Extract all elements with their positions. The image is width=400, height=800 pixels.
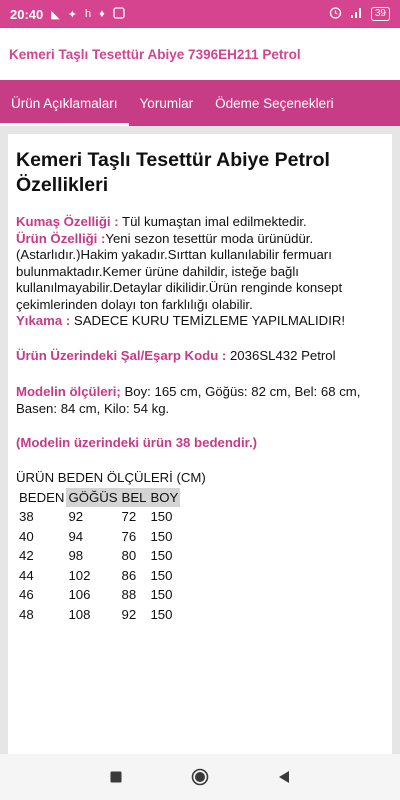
- battery-icon: 39: [371, 7, 390, 21]
- status-bar: [0, 0, 400, 28]
- model-value: Boy: 165 cm, Göğüs: 82 cm, Bel: 68 cm, Basen: 84 cm, Kilo: 54 kg.: [16, 384, 361, 416]
- table-row: [17, 566, 180, 586]
- gallery-icon: ◣: [51, 8, 60, 21]
- notification-icon: [113, 7, 125, 22]
- scarf-code: [16, 348, 384, 365]
- size-table: [17, 488, 180, 625]
- table-cell: 150: [150, 606, 173, 622]
- table-cell: 44: [19, 567, 34, 583]
- table-cell: 88: [121, 587, 137, 603]
- table-cell: 92: [121, 606, 137, 622]
- page-title: Kemeri Taşlı Tesettür Abiye 7396EH211 Petrol: [9, 46, 301, 62]
- table-cell: 102: [68, 567, 91, 583]
- table-cell: 38: [19, 509, 34, 525]
- washing-value: SADECE KURU TEMİZLEME YAPILMALIDIR!: [70, 313, 346, 328]
- tab-label: Ödeme Seçenekleri: [215, 95, 334, 111]
- fabric-value: Tül kumaştan imal edilmektedir.: [118, 214, 307, 229]
- h-icon: h: [84, 8, 92, 20]
- table-cell: 150: [150, 587, 173, 603]
- table-cell: 48: [19, 606, 34, 622]
- table-cell: 150: [150, 548, 173, 564]
- status-time: 20:40: [10, 6, 44, 22]
- description-card: [8, 134, 392, 754]
- table-cell: 150: [150, 528, 173, 544]
- tab-bar: [0, 80, 400, 126]
- tab-label: Ürün Açıklamaları: [11, 95, 118, 111]
- header-chest: GÖĞÜS: [66, 488, 119, 508]
- table-cell: 94: [68, 528, 84, 544]
- scarf-code-value: 2036SL432 Petrol: [226, 347, 336, 363]
- table-cell: 40: [19, 528, 34, 544]
- model-note: (Modelin üzerindeki ürün 38 bedendir.): [16, 435, 258, 450]
- table-row: [17, 585, 180, 605]
- table-cell: 46: [19, 587, 34, 603]
- table-cell: 150: [150, 509, 173, 525]
- header-height: BOY: [148, 488, 180, 508]
- table-row: [17, 605, 180, 625]
- table-cell: 76: [121, 528, 137, 544]
- table-cell: 86: [121, 567, 137, 583]
- recents-square-icon[interactable]: [104, 765, 128, 789]
- table-row: [17, 507, 180, 527]
- tab-payment-options[interactable]: [204, 80, 345, 126]
- product-feature-label: Ürün Özelliği :: [16, 230, 106, 246]
- size-table-header: [17, 488, 180, 508]
- washing-label: Yıkama :: [16, 313, 71, 328]
- signal-icon: [350, 7, 363, 22]
- tab-label: Yorumlar: [139, 95, 194, 111]
- tab-reviews[interactable]: [129, 80, 205, 126]
- table-cell: 72: [121, 509, 137, 525]
- product-heading: Kemeri Taşlı Tesettür Abiye Petrol Özellikleri: [16, 149, 330, 196]
- table-row: [17, 527, 180, 547]
- model-label: Modelin ölçüleri;: [16, 384, 121, 399]
- home-circle-icon[interactable]: [188, 765, 212, 789]
- system-nav-bar: [0, 754, 400, 800]
- header-size: BEDEN: [19, 489, 65, 505]
- fan-icon: ✦: [67, 8, 77, 21]
- model-measurements: [16, 384, 384, 417]
- status-right-icons: [329, 6, 390, 22]
- size-table-title: ÜRÜN BEDEN ÖLÇÜLERİ (CM): [16, 469, 206, 485]
- header-waist: BEL: [120, 488, 149, 508]
- table-cell: 42: [19, 548, 34, 564]
- table-cell: 106: [68, 587, 91, 603]
- table-row: [17, 546, 180, 566]
- table-cell: 108: [68, 606, 91, 622]
- title-bar: [0, 28, 400, 80]
- tab-product-description[interactable]: [0, 80, 129, 126]
- diamond-icon: ♦: [99, 8, 105, 20]
- table-cell: 98: [68, 548, 84, 564]
- back-triangle-icon[interactable]: [272, 765, 296, 789]
- product-feature-value: Yeni sezon tesettür moda ürünüdür.(Astarlıdır.)Hakim yakadır.Sırttan kullanılabilir fermuarı bulunmaktadır.Kemer ürüne dahildir, isteğe bağlı kullanılmayabilir.Detaylar dikilidir.Ürün renginde konsept çekimlerinden dolayı ton farklılığı olabilir.: [16, 230, 343, 312]
- table-cell: 80: [121, 548, 137, 564]
- scarf-code-label: Ürün Üzerindeki Şal/Eşarp Kodu :: [16, 347, 227, 363]
- alarm-icon: [329, 6, 342, 22]
- fabric-label: Kumaş Özelliği :: [16, 214, 119, 229]
- status-left-icons: [51, 7, 124, 22]
- table-cell: 150: [150, 567, 173, 583]
- features-block: [16, 214, 384, 330]
- table-cell: 92: [68, 509, 84, 525]
- content-area: [0, 126, 400, 754]
